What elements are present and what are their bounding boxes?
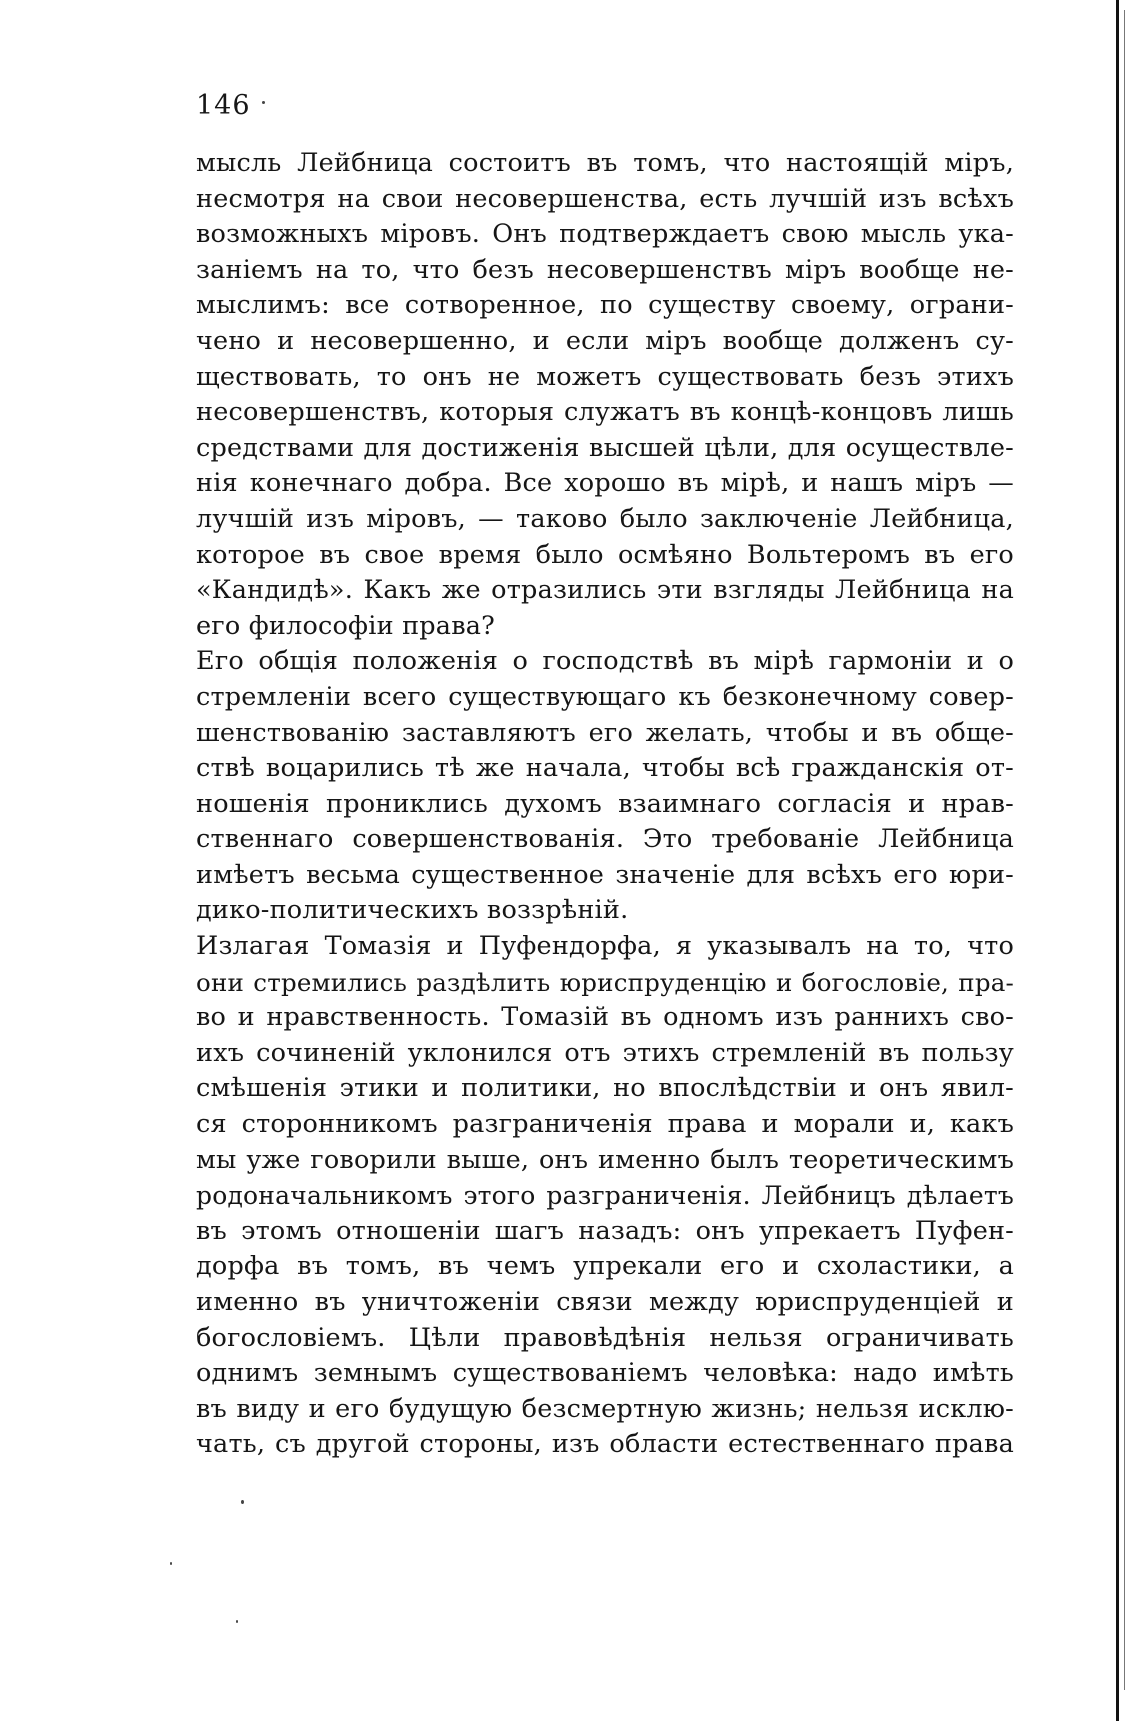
text-line: именно въ уничтоженіи связи между юриспруденціей и <box>196 1287 1014 1317</box>
text-line: шенствованію заставляютъ его желать, чтобы и въ обще- <box>196 717 1014 748</box>
text-line: возможныхъ міровъ. Онъ подтверждаетъ свою мысль ука- <box>196 219 1014 250</box>
text-line: ся сторонникомъ разграниченія права и морали и, какъ <box>196 1109 1014 1140</box>
text-line: стремленіи всего существующаго къ безконечному совер- <box>196 681 1014 712</box>
text-line: его философіи права? <box>196 610 496 641</box>
text-line: ихъ сочиненій уклонился отъ этихъ стремленій въ пользу <box>196 1037 1014 1068</box>
body-text <box>196 146 1014 1463</box>
text-line: дико-политическихъ воззрѣній. <box>196 895 629 926</box>
text-line: ствѣ воцарились тѣ же начала, чтобы всѣ гражданскія от- <box>196 753 1014 784</box>
text-line: средствами для достиженія высшей цѣли, для осуществле- <box>196 432 1014 463</box>
text-line: заніемъ на то, что безъ несовершенствъ міръ вообще не- <box>196 254 1014 285</box>
page-edge-line-thin <box>1124 10 1125 1690</box>
text-line: Излагая Томазія и Пуфендорфа, я указывалъ на то, что <box>196 931 1014 962</box>
text-line: ношенія прониклись духомъ взаимнаго согласія и нрав- <box>196 788 1014 819</box>
text-line: дорфа въ томъ, въ чемъ упрекали его и схоластики, а <box>196 1251 1014 1282</box>
text-line: имѣетъ весьма существенное значеніе для всѣхъ его юри- <box>196 859 1014 890</box>
scan-speck <box>262 101 265 104</box>
text-line: нія конечнаго добра. Все хорошо въ мірѣ, и нашъ міръ — <box>196 468 1014 499</box>
text-line: чать, съ другой стороны, изъ области естественнаго права <box>196 1429 1014 1460</box>
text-line: мысль Лейбница состоитъ въ томъ, что настоящій міръ, <box>196 148 1014 178</box>
text-line: богословіемъ. Цѣли правовѣдѣнія нельзя ограничивать <box>196 1322 1014 1353</box>
text-line: въ этомъ отношеніи шагъ назадъ: онъ упрекаетъ Пуфен- <box>196 1215 1014 1246</box>
scan-speck <box>241 1500 244 1504</box>
text-line: несовершенствъ, которыя служатъ въ концѣ-концовъ лишь <box>196 397 1014 428</box>
scan-speck <box>236 1620 238 1623</box>
text-line: несмотря на свои несовершенства, есть лучшій изъ всѣхъ <box>196 183 1014 214</box>
text-line: ственнаго совершенствованія. Это требованіе Лейбница <box>196 824 1014 855</box>
text-line: которое въ свое время было осмѣяно Вольтеромъ въ его <box>196 539 1014 570</box>
text-line: лучшій изъ міровъ, — таково было заключеніе Лейбница, <box>196 503 1014 534</box>
page-number: 146 <box>196 90 251 121</box>
text-line: они стремились раздѣлить юриспруденцію и богословіе, пра- <box>196 967 1014 997</box>
text-line: ществовать, то онъ не можетъ существовать безъ этихъ <box>196 361 1014 392</box>
text-line: «Кандидѣ». Какъ же отразились эти взгляды Лейбница на <box>196 575 1014 606</box>
text-line: родоначальникомъ этого разграниченія. Лейбницъ дѣлаетъ <box>196 1181 1014 1211</box>
text-line: однимъ земнымъ существованіемъ человѣка: надо имѣть <box>196 1358 1014 1389</box>
text-line: въ виду и его будущую безсмертную жизнь; нельзя исклю- <box>196 1393 1014 1424</box>
text-line: мы уже говорили выше, онъ именно былъ теоретическимъ <box>196 1144 1014 1175</box>
text-line: чено и несовершенно, и если міръ вообще долженъ су- <box>196 325 1014 356</box>
text-line: во и нравственность. Томазій въ одномъ изъ раннихъ сво- <box>196 1002 1014 1033</box>
text-line: Его общія положенія о господствѣ въ мірѣ гармоніи и о <box>196 646 1014 677</box>
text-line: мыслимъ: все сотворенное, по существу своему, ограни- <box>196 290 1014 321</box>
scan-speck <box>170 1562 172 1565</box>
page-edge-line <box>1116 0 1119 1721</box>
text-line: смѣшенія этики и политики, но впослѣдствіи и онъ явил- <box>196 1073 1014 1104</box>
